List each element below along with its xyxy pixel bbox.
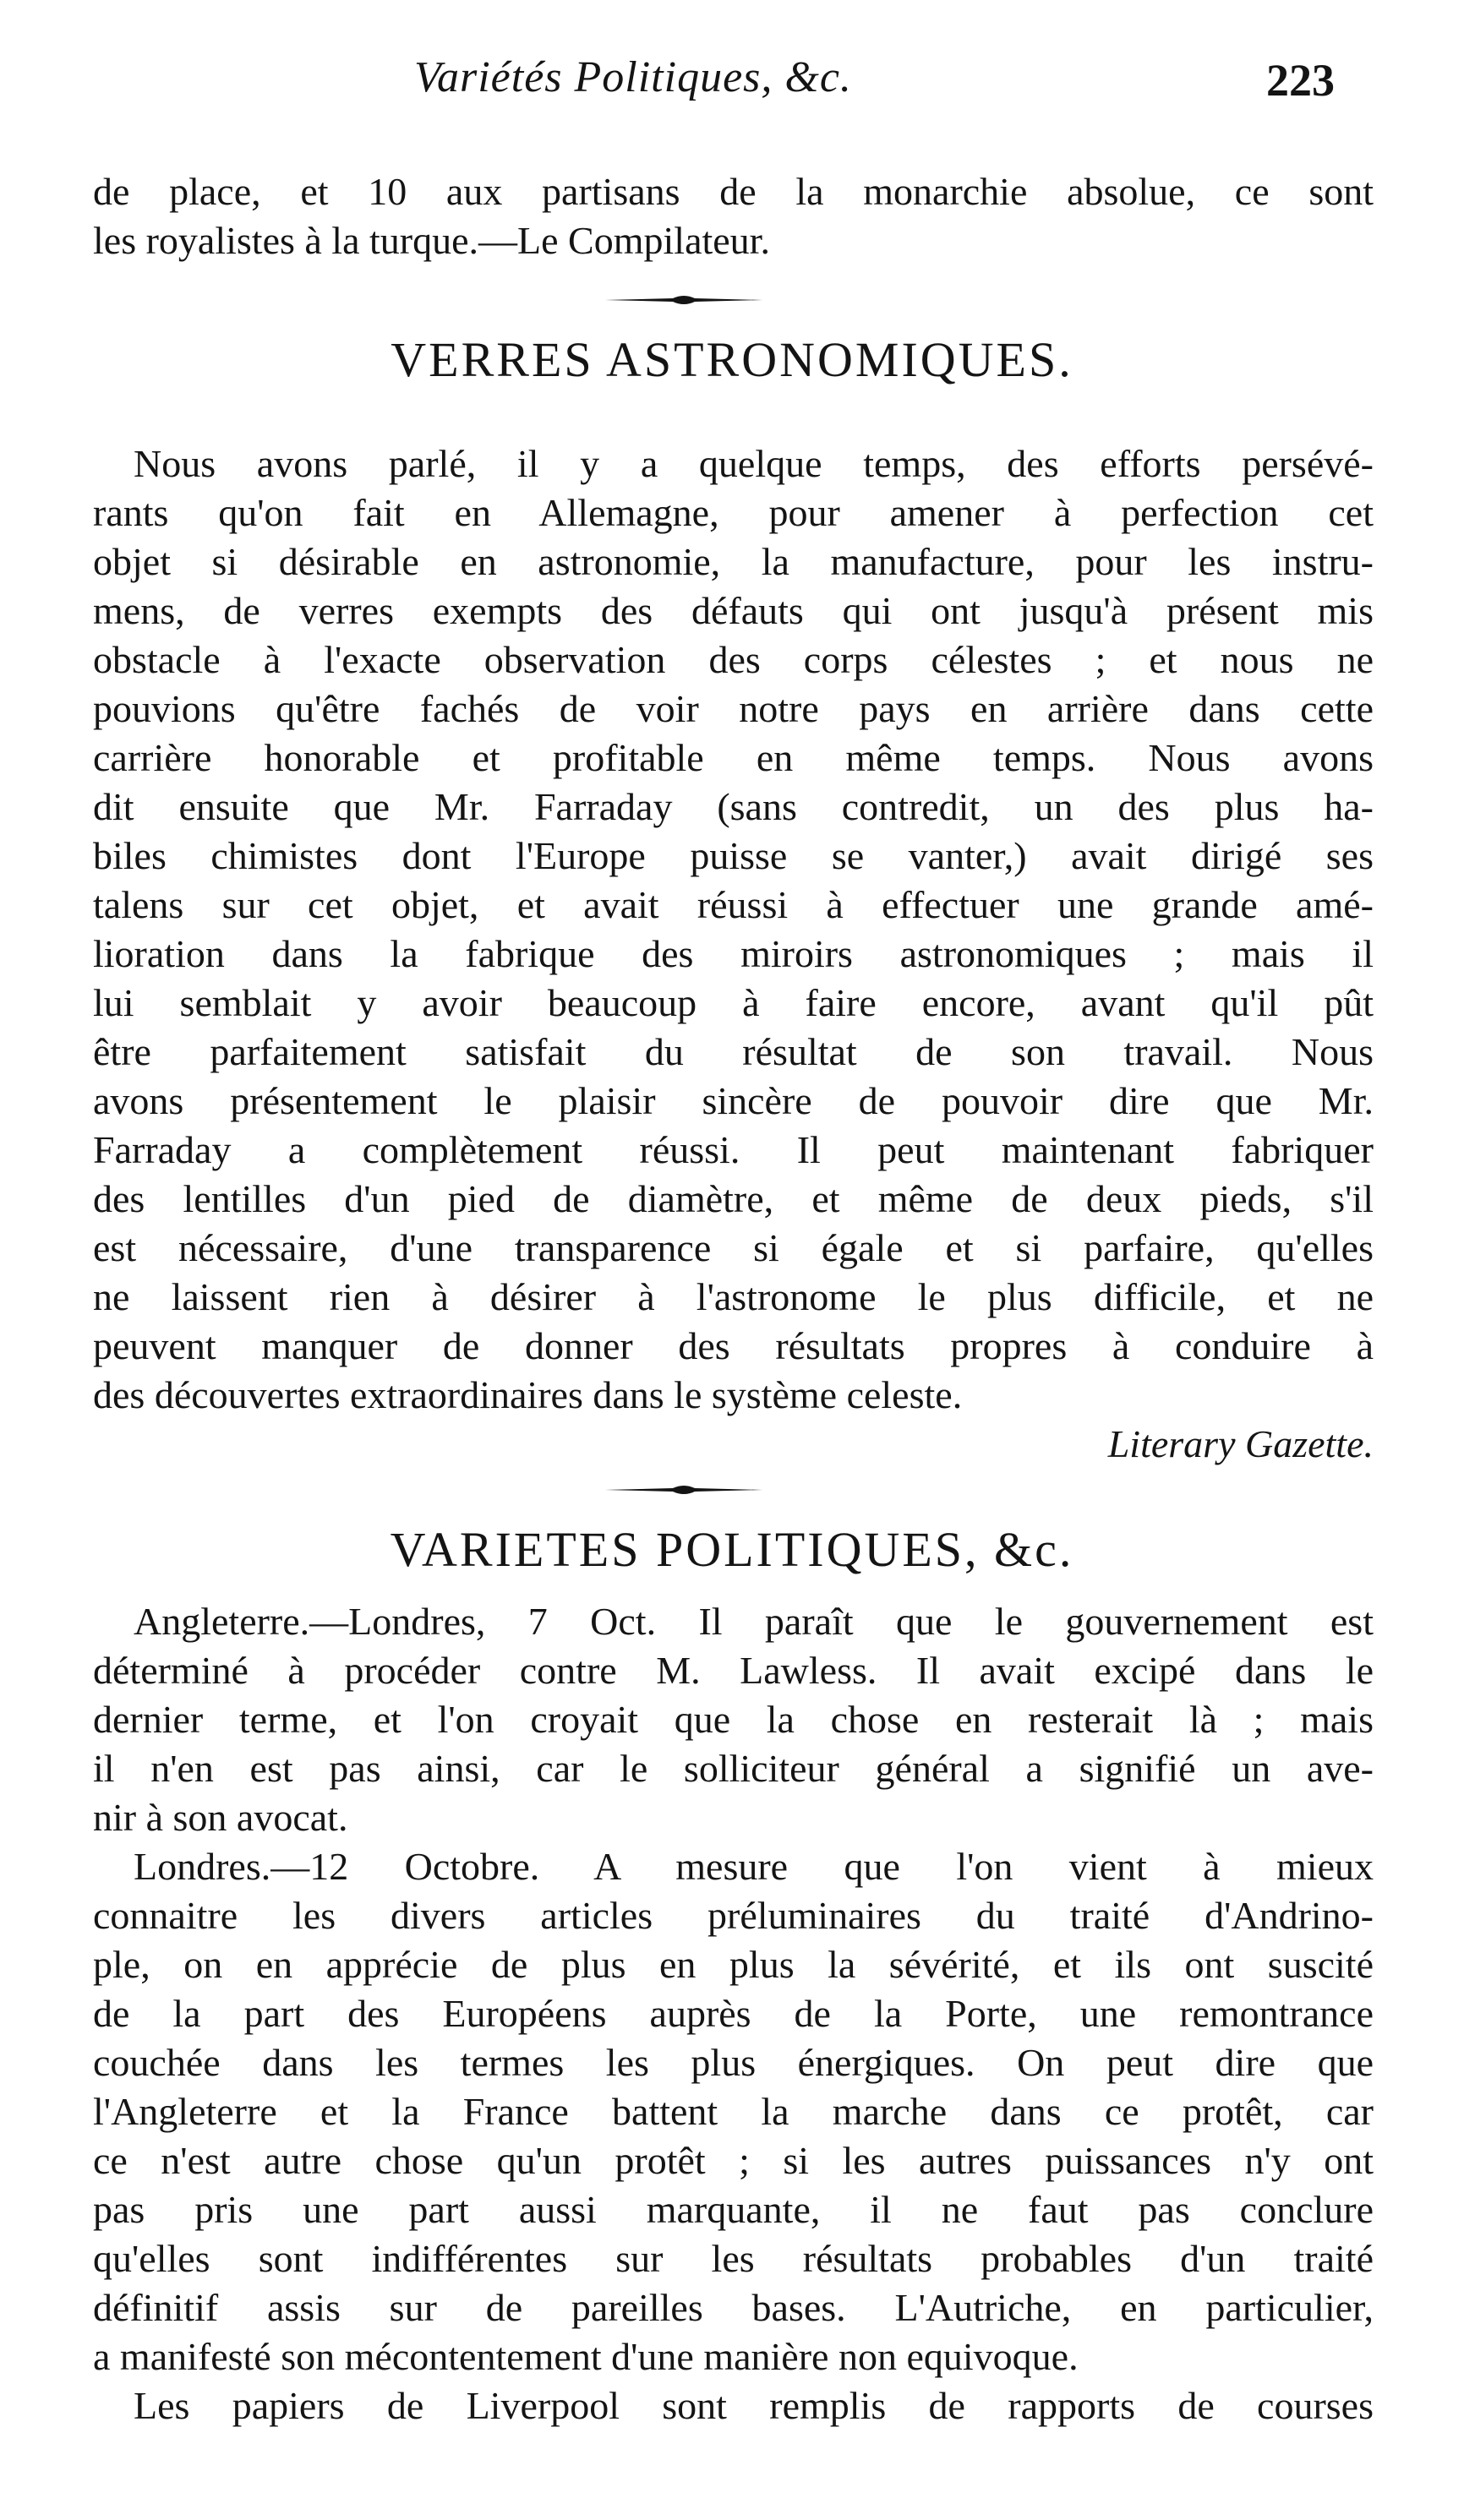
text-line: l'Angleterre et la France battent la marche dans ce protêt, car (93, 2090, 1374, 2133)
text-line: couchée dans les termes les plus énergiques. On peut dire que (93, 2041, 1374, 2084)
text-line: des découvertes extraordinaires dans le système celeste. (93, 1373, 963, 1416)
running-head (0, 52, 1464, 120)
text-line: a manifesté son mécontentement d'une manière non equivoque. (93, 2335, 1079, 2378)
text-line: les royalistes à la turque.—Le Compilateur. (93, 219, 770, 262)
text-line: qu'elles sont indifférentes sur les résultats probables d'un traité (93, 2237, 1374, 2280)
source-attribution: Literary Gazette. (1107, 1422, 1374, 1465)
text-line: rants qu'on fait en Allemagne, pour amener à perfection cet (93, 491, 1374, 534)
text-line: obstacle à l'exacte observation des corps célestes ; et nous ne (93, 638, 1374, 681)
text-line: Londres.—12 Octobre. A mesure que l'on vient à mieux (134, 1845, 1374, 1888)
section-divider-ornament (605, 292, 762, 308)
text-line: lioration dans la fabrique des miroirs astronomiques ; mais il (93, 932, 1374, 975)
text-line: il n'en est pas ainsi, car le solliciteur général a signifié un ave- (93, 1747, 1374, 1790)
text-line: connaitre les divers articles préluminaires du traité d'Andrino- (93, 1894, 1374, 1937)
text-line: être parfaitement satisfait du résultat de son travail. Nous (93, 1030, 1374, 1073)
text-line: ple, on en apprécie de plus en plus la sévérité, et ils ont suscité (93, 1943, 1374, 1986)
text-line: Angleterre.—Londres, 7 Oct. Il paraît que le gouvernement est (134, 1600, 1374, 1643)
text-line: ne laissent rien à désirer à l'astronome le plus difficile, et ne (93, 1275, 1374, 1318)
text-line: mens, de verres exempts des défauts qui ont jusqu'à présent mis (93, 589, 1374, 632)
text-line: carrière honorable et profitable en même temps. Nous avons (93, 736, 1374, 779)
text-line: peuvent manquer de donner des résultats propres à conduire à (93, 1324, 1374, 1367)
text-line: dit ensuite que Mr. Farraday (sans contredit, un des plus ha- (93, 785, 1374, 828)
text-line: pas pris une part aussi marquante, il ne faut pas conclure (93, 2188, 1374, 2231)
text-line: objet si désirable en astronomie, la manufacture, pour les instru- (93, 540, 1374, 583)
intro-paragraph (93, 167, 1374, 265)
text-line: est nécessaire, d'une transparence si égale et si parfaire, qu'elles (93, 1226, 1374, 1269)
page-number: 223 (1266, 55, 1335, 106)
text-line: lui semblait y avoir beaucoup à faire encore, avant qu'il pût (93, 981, 1374, 1024)
angleterre-paragraph (93, 1597, 1374, 1842)
liverpool-paragraph (93, 2381, 1374, 2430)
text-line: dernier terme, et l'on croyait que la chose en resterait là ; mais (93, 1698, 1374, 1741)
text-line: Farraday a complètement réussi. Il peut maintenant fabriquer (93, 1128, 1374, 1171)
text-line: définitif assis sur de pareilles bases. L'Autriche, en particulier, (93, 2286, 1374, 2329)
text-line: des lentilles d'un pied de diamètre, et même de deux pieds, s'il (93, 1177, 1374, 1220)
text-line: Les papiers de Liverpool sont remplis de rapports de courses (134, 2384, 1374, 2427)
section-heading-varietes: VARIETES POLITIQUES, &c. (390, 1522, 1074, 1577)
text-line: pouvions qu'être fachés de voir notre pays en arrière dans cette (93, 687, 1374, 730)
running-title: Variétés Politiques, &c. (414, 53, 852, 101)
text-line: de place, et 10 aux partisans de la monarchie absolue, ce sont (93, 170, 1374, 213)
section-heading-verres: VERRES ASTRONOMIQUES. (391, 332, 1073, 387)
text-line: ce n'est autre chose qu'un protêt ; si les autres puissances n'y ont (93, 2139, 1374, 2182)
text-line: nir à son avocat. (93, 1796, 348, 1839)
londres-paragraph (93, 1842, 1374, 2381)
text-line: déterminé à procéder contre M. Lawless. Il avait excipé dans le (93, 1649, 1374, 1692)
verres-article (93, 439, 1374, 1469)
text-line: Nous avons parlé, il y a quelque temps, des efforts persévé- (134, 442, 1374, 485)
text-line: de la part des Européens auprès de la Porte, une remontrance (93, 1992, 1374, 2035)
section-divider-ornament (605, 1481, 762, 1498)
text-line: biles chimistes dont l'Europe puisse se vanter,) avait dirigé ses (93, 834, 1374, 877)
text-line: avons présentement le plaisir sincère de pouvoir dire que Mr. (93, 1079, 1374, 1122)
text-line: talens sur cet objet, et avait réussi à effectuer une grande amé- (93, 883, 1374, 926)
